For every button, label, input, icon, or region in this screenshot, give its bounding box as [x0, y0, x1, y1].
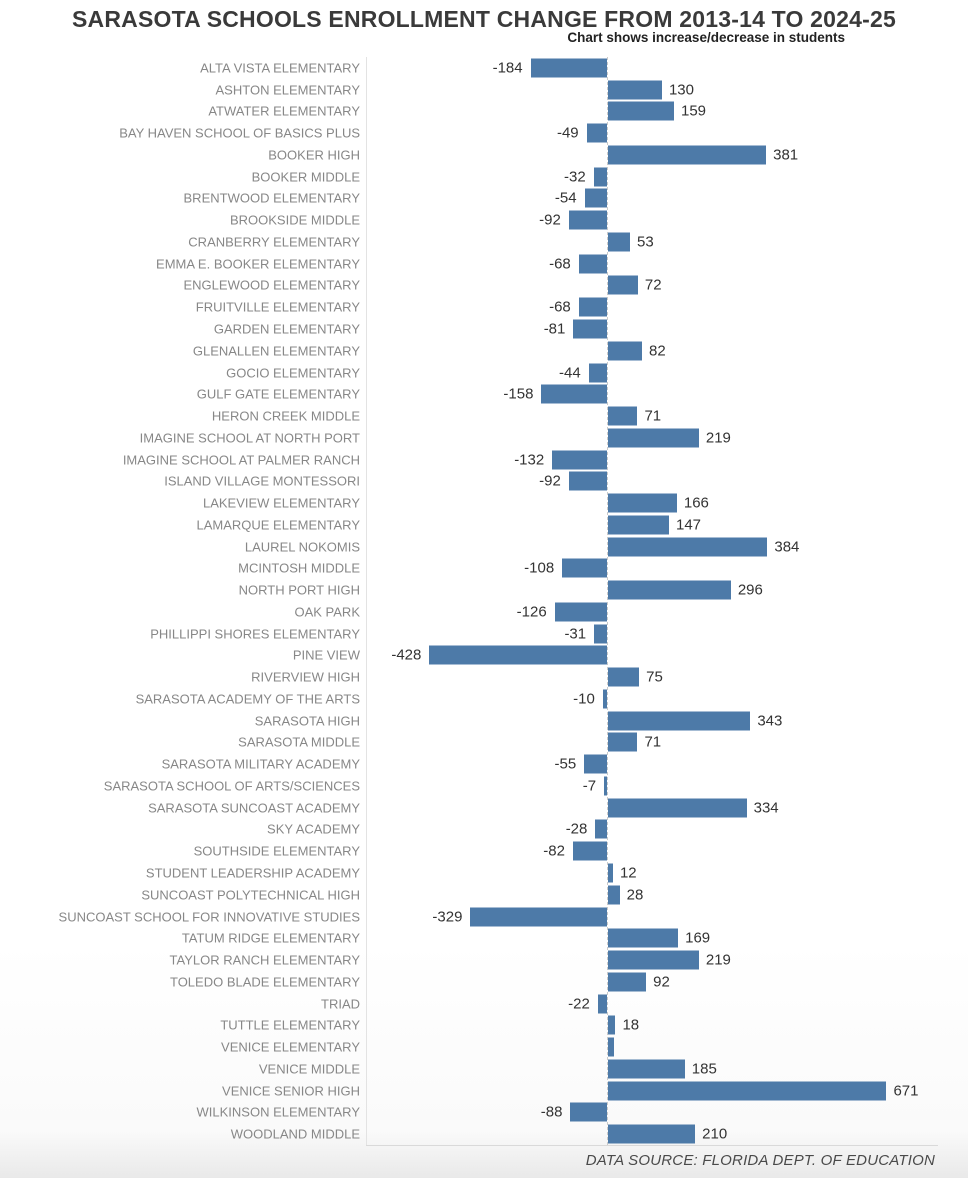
enrollment-bar[interactable] — [608, 972, 646, 991]
enrollment-bar[interactable] — [608, 1059, 685, 1078]
chart-row — [0, 209, 968, 231]
enrollment-bar[interactable] — [604, 776, 607, 795]
school-label: SARASOTA SUNCOAST ACADEMY — [148, 800, 360, 816]
enrollment-bar[interactable] — [608, 1081, 886, 1100]
chart-row — [0, 449, 968, 471]
enrollment-bar[interactable] — [608, 581, 731, 600]
school-label: HERON CREEK MIDDLE — [211, 408, 360, 424]
value-label: 82 — [649, 342, 666, 360]
value-label: -10 — [573, 690, 595, 708]
value-label: -158 — [503, 385, 534, 403]
enrollment-bar[interactable] — [608, 145, 766, 164]
value-label: -54 — [554, 189, 577, 207]
bottom-axis-line — [366, 1145, 938, 1146]
school-label: SARASOTA MIDDLE — [238, 734, 360, 750]
value-label: 166 — [683, 494, 709, 512]
chart-row — [0, 79, 968, 101]
value-label: 219 — [705, 429, 731, 447]
school-label: SKY ACADEMY — [267, 821, 360, 837]
value-label: 343 — [757, 712, 783, 730]
school-label: GARDEN ELEMENTARY — [213, 321, 360, 337]
chart-row — [0, 732, 968, 754]
value-label: 71 — [644, 733, 662, 751]
enrollment-bar[interactable] — [573, 319, 607, 338]
value-label: 147 — [676, 516, 702, 534]
value-label: 92 — [653, 973, 670, 991]
enrollment-bar[interactable] — [608, 798, 747, 817]
school-label: ASHTON ELEMENTARY — [215, 82, 360, 98]
school-label: RIVERVIEW HIGH — [251, 669, 360, 685]
school-label: TOLEDO BLADE ELEMENTARY — [169, 974, 360, 990]
school-label: IMAGINE SCHOOL AT NORTH PORT — [139, 430, 360, 446]
enrollment-bar[interactable] — [573, 842, 607, 861]
school-label: TATUM RIDGE ELEMENTARY — [181, 930, 360, 946]
chart-row — [0, 906, 968, 928]
value-label: 75 — [646, 668, 663, 686]
value-label: -32 — [564, 168, 586, 186]
school-label: ALTA VISTA ELEMENTARY — [200, 60, 360, 76]
chart-row — [0, 623, 968, 645]
value-label: 72 — [644, 276, 662, 294]
enrollment-bar[interactable] — [541, 385, 607, 404]
school-label: SARASOTA ACADEMY OF THE ARTS — [135, 691, 360, 707]
enrollment-bar[interactable] — [608, 711, 750, 730]
school-label: LAKEVIEW ELEMENTARY — [202, 495, 360, 511]
enrollment-bar[interactable] — [608, 494, 677, 513]
chart-row — [0, 362, 968, 384]
enrollment-bar[interactable] — [552, 450, 607, 469]
chart-row — [0, 688, 968, 710]
chart-row — [0, 797, 968, 819]
enrollment-bar[interactable] — [555, 602, 607, 621]
value-label: -108 — [524, 559, 555, 577]
value-label: 381 — [773, 146, 799, 164]
school-label: ISLAND VILLAGE MONTESSORI — [164, 473, 360, 489]
school-label: SUNCOAST SCHOOL FOR INNOVATIVE STUDIES — [58, 909, 360, 924]
value-label: -31 — [564, 625, 587, 643]
chart-row — [0, 536, 968, 558]
chart-row — [0, 144, 968, 166]
chart-row — [0, 253, 968, 275]
enrollment-bar[interactable] — [608, 341, 642, 360]
chart-row — [0, 1123, 968, 1145]
chart-subtitle: Chart shows increase/decrease in students — [567, 30, 845, 45]
school-label: VENICE SENIOR HIGH — [222, 1083, 360, 1099]
chart-row — [0, 862, 968, 884]
school-label: EMMA E. BOOKER ELEMENTARY — [156, 256, 360, 272]
value-label: -428 — [391, 646, 422, 664]
chart-row — [0, 492, 968, 514]
enrollment-bar[interactable] — [531, 58, 607, 77]
school-label: PHILLIPPI SHORES ELEMENTARY — [150, 626, 360, 642]
school-label: BOOKER HIGH — [268, 147, 360, 163]
enrollment-bar[interactable] — [579, 298, 607, 317]
value-label: -28 — [565, 820, 588, 838]
value-label: -7 — [582, 777, 597, 795]
school-label: BOOKER MIDDLE — [251, 169, 360, 185]
school-label: SARASOTA MILITARY ACADEMY — [161, 756, 360, 772]
value-label: 28 — [626, 886, 644, 904]
enrollment-bar[interactable] — [603, 689, 607, 708]
enrollment-bar[interactable] — [608, 1038, 614, 1057]
enrollment-bar[interactable] — [608, 537, 767, 556]
value-label: -44 — [559, 364, 581, 381]
enrollment-bar[interactable] — [608, 428, 699, 447]
chart-row — [0, 514, 968, 536]
chart-row — [0, 166, 968, 188]
value-label: -329 — [432, 908, 463, 925]
chart-row — [0, 601, 968, 623]
school-label: LAMARQUE ELEMENTARY — [196, 517, 360, 533]
school-label: TAYLOR RANCH ELEMENTARY — [169, 952, 360, 968]
chart-row — [0, 1014, 968, 1036]
value-label: -92 — [539, 211, 561, 229]
value-label: -126 — [516, 603, 547, 621]
enrollment-bar[interactable] — [429, 646, 607, 665]
enrollment-bar[interactable] — [598, 994, 607, 1013]
school-label: IMAGINE SCHOOL AT PALMER RANCH — [122, 452, 360, 468]
enrollment-bar[interactable] — [608, 1016, 615, 1035]
value-label: 185 — [691, 1060, 717, 1078]
school-label: LAUREL NOKOMIS — [244, 539, 360, 555]
enrollment-bar[interactable] — [608, 1125, 695, 1144]
chart-row — [0, 427, 968, 449]
school-label: GLENALLEN ELEMENTARY — [192, 343, 360, 359]
value-label: 169 — [685, 929, 711, 947]
school-label: ENGLEWOOD ELEMENTARY — [183, 277, 360, 293]
school-label: ATWATER ELEMENTARY — [208, 103, 360, 119]
chart-row — [0, 1080, 968, 1102]
school-label: BROOKSIDE MIDDLE — [229, 212, 360, 228]
chart-row — [0, 383, 968, 405]
enrollment-bar[interactable] — [579, 254, 607, 273]
chart-row — [0, 645, 968, 667]
enrollment-bar[interactable] — [608, 733, 637, 752]
chart-row — [0, 1036, 968, 1058]
school-label: SOUTHSIDE ELEMENTARY — [193, 843, 360, 859]
chart-row — [0, 57, 968, 79]
chart-row — [0, 710, 968, 732]
school-label: STUDENT LEADERSHIP ACADEMY — [145, 865, 360, 881]
chart-row — [0, 188, 968, 210]
enrollment-bar[interactable] — [562, 559, 607, 578]
enrollment-bar[interactable] — [569, 472, 607, 491]
school-label: OAK PARK — [294, 604, 360, 620]
enrollment-bar[interactable] — [570, 1103, 607, 1122]
chart-row — [0, 753, 968, 775]
chart-row — [0, 927, 968, 949]
school-label: SARASOTA SCHOOL OF ARTS/SCIENCES — [103, 778, 360, 794]
value-label: -68 — [549, 255, 571, 273]
chart-row — [0, 840, 968, 862]
value-label: -49 — [556, 124, 579, 142]
school-label: BAY HAVEN SCHOOL OF BASICS PLUS — [119, 125, 360, 141]
chart-row — [0, 1101, 968, 1123]
enrollment-bar[interactable] — [585, 189, 607, 208]
chart-row — [0, 819, 968, 841]
enrollment-bar[interactable] — [608, 102, 674, 121]
value-label: 159 — [680, 102, 707, 120]
value-label: 53 — [636, 233, 654, 251]
chart-row — [0, 971, 968, 993]
school-label: BRENTWOOD ELEMENTARY — [183, 190, 360, 206]
enrollment-bar[interactable] — [584, 755, 607, 774]
school-label: WILKINSON ELEMENTARY — [196, 1104, 360, 1120]
enrollment-bar[interactable] — [608, 407, 637, 426]
chart-row — [0, 231, 968, 253]
chart-row — [0, 470, 968, 492]
school-label: MCINTOSH MIDDLE — [238, 560, 360, 576]
school-label: GOCIO ELEMENTARY — [226, 365, 360, 380]
chart-row — [0, 775, 968, 797]
value-label: 334 — [753, 799, 779, 817]
enrollment-bar[interactable] — [595, 820, 607, 839]
chart-row — [0, 122, 968, 144]
school-label: VENICE ELEMENTARY — [221, 1039, 360, 1055]
enrollment-bar[interactable] — [589, 363, 607, 382]
value-label: 296 — [737, 581, 763, 599]
value-label: 384 — [774, 538, 800, 556]
data-source-note: DATA SOURCE: FLORIDA DEPT. OF EDUCATION — [585, 1152, 935, 1169]
enrollment-bar[interactable] — [608, 863, 613, 882]
value-label: -68 — [549, 298, 571, 316]
page-title: SARASOTA SCHOOLS ENROLLMENT CHANGE FROM 2013-14 TO 2024-25 — [72, 6, 896, 32]
value-label: 210 — [702, 1125, 728, 1143]
value-label: -88 — [540, 1103, 563, 1121]
school-label: VENICE MIDDLE — [258, 1061, 360, 1077]
enrollment-bar[interactable] — [608, 232, 630, 251]
value-label: -184 — [492, 59, 523, 77]
chart-row — [0, 557, 968, 579]
value-label: -132 — [514, 451, 545, 469]
enrollment-bar[interactable] — [470, 907, 607, 926]
school-label: FRUITVILLE ELEMENTARY — [195, 299, 360, 315]
enrollment-bar[interactable] — [569, 211, 607, 230]
chart-row — [0, 318, 968, 340]
enrollment-bar[interactable] — [608, 276, 638, 295]
enrollment-bar[interactable] — [587, 124, 607, 143]
school-label: TRIAD — [321, 996, 360, 1012]
chart-row — [0, 579, 968, 601]
chart-row — [0, 884, 968, 906]
enrollment-bar[interactable] — [594, 167, 607, 186]
enrollment-bar[interactable] — [594, 624, 607, 643]
value-label: -81 — [543, 320, 566, 338]
enrollment-bar[interactable] — [608, 515, 669, 534]
chart-row — [0, 949, 968, 971]
value-label: -55 — [554, 755, 577, 773]
school-label: SUNCOAST POLYTECHNICAL HIGH — [141, 887, 360, 903]
school-label: NORTH PORT HIGH — [238, 582, 360, 598]
enrollment-bar[interactable] — [608, 885, 620, 904]
school-label: PINE VIEW — [292, 647, 360, 663]
value-label: -92 — [539, 472, 561, 490]
chart-row — [0, 405, 968, 427]
chart-row — [0, 275, 968, 297]
value-label: 18 — [622, 1016, 640, 1034]
chart-row — [0, 993, 968, 1015]
chart-row — [0, 1058, 968, 1080]
school-label: SARASOTA HIGH — [254, 713, 360, 729]
enrollment-bar[interactable] — [608, 929, 678, 948]
enrollment-bar[interactable] — [608, 951, 699, 970]
value-label: -82 — [543, 842, 565, 860]
enrollment-bar[interactable] — [608, 668, 639, 687]
school-label: CRANBERRY ELEMENTARY — [188, 234, 360, 250]
value-label: 671 — [893, 1082, 919, 1100]
chart-row — [0, 296, 968, 318]
value-label: -22 — [568, 995, 590, 1013]
chart-row — [0, 340, 968, 362]
value-label: 219 — [705, 951, 731, 969]
bar-chart — [0, 57, 968, 1145]
enrollment-bar[interactable] — [608, 80, 662, 99]
school-label: WOODLAND MIDDLE — [230, 1126, 360, 1142]
chart-row — [0, 666, 968, 688]
school-label: GULF GATE ELEMENTARY — [196, 386, 360, 402]
value-label: 71 — [644, 407, 662, 425]
chart-row — [0, 101, 968, 123]
school-label: TUTTLE ELEMENTARY — [220, 1017, 360, 1033]
value-label: 12 — [619, 864, 637, 882]
value-label: 130 — [668, 81, 694, 99]
